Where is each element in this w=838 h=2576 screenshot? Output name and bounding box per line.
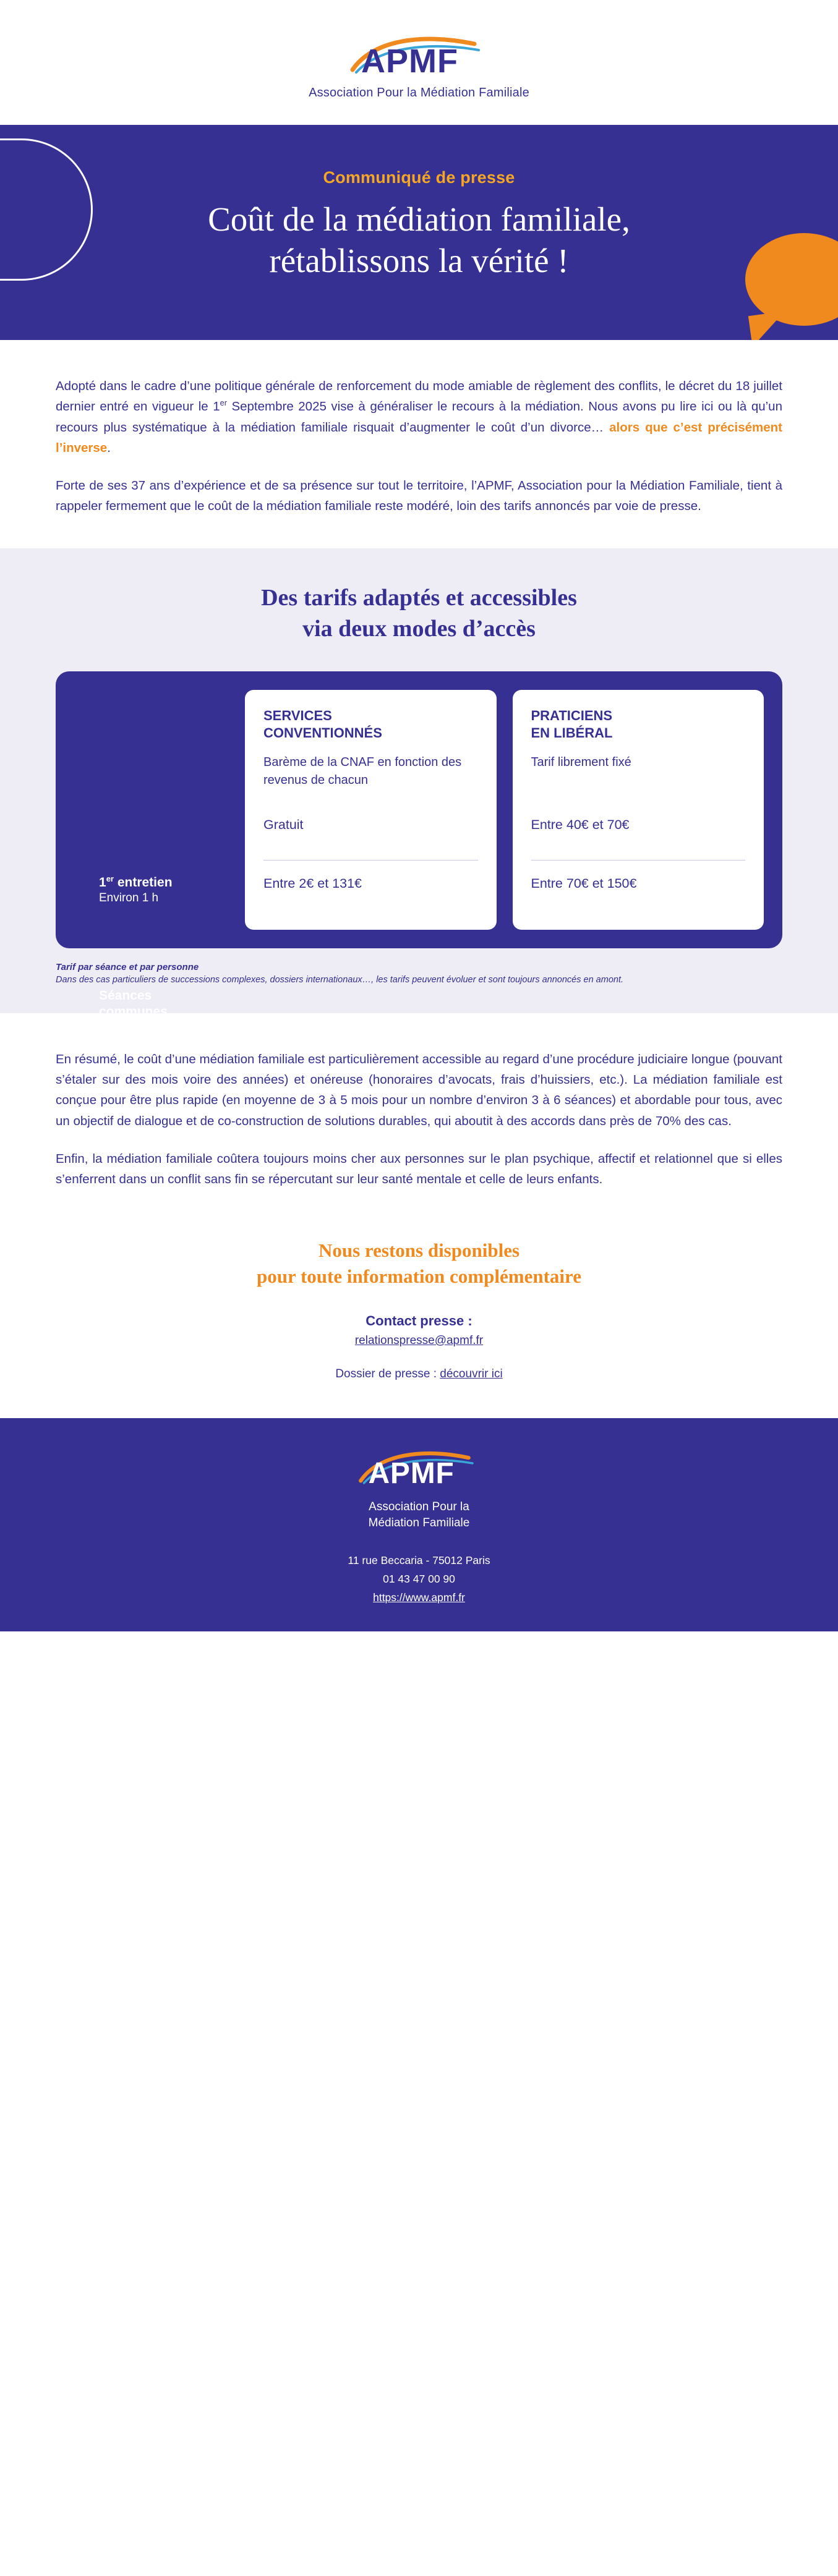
intro-p1-end: .	[107, 440, 111, 455]
column-value-praticiens-1: Entre 40€ et 70€	[531, 817, 630, 832]
column-subtitle-praticiens: Tarif librement fixé	[531, 755, 631, 769]
tarifs-section	[0, 548, 838, 1034]
tarifs-column-praticiens-liberal	[513, 690, 764, 929]
footer-subtitle	[0, 1499, 838, 1531]
row-label-sup: er	[106, 874, 114, 884]
column-value-services-1: Gratuit	[263, 817, 304, 832]
footer-phone: 01 43 47 00 90	[383, 1572, 455, 1585]
hero-eyebrow: Communiqué de presse	[323, 168, 515, 187]
intro-p1-sup: er	[220, 398, 227, 408]
column-title-services-line1: SERVICES	[263, 708, 332, 724]
column-title-services-line2: CONVENTIONNÉS	[263, 725, 382, 741]
row-label-seances-communes	[99, 988, 171, 1035]
svg-text:APMF: APMF	[361, 43, 459, 77]
tarifs-title-line2: via deux modes d’accès	[302, 615, 536, 642]
contact-section	[0, 1219, 838, 1418]
contact-press-label: Contact presse :	[366, 1312, 472, 1328]
intro-p1-b: Septembre 2025 vise à généraliser le recours à la médiation. Nous avons pu lire ici ou là qu’un recours plus systématique à la médiation familiale risquait d’augmenter le coût d’un divorce…	[56, 399, 782, 435]
page-footer	[0, 1418, 838, 1632]
intro-section	[0, 340, 838, 548]
column-value-praticiens-2: Entre 70€ et 150€	[531, 875, 637, 891]
contact-headline-line1: Nous restons disponibles	[318, 1239, 520, 1262]
contact-headline	[0, 1238, 838, 1290]
column-title-praticiens-line1: PRATICIENS	[531, 708, 613, 724]
contact-email-link[interactable]: relationspresse@apmf.fr	[354, 1333, 484, 1347]
press-kit-line	[0, 1367, 838, 1381]
row-label-first-entretien	[99, 874, 173, 906]
column-title-praticiens	[531, 707, 746, 742]
tarifs-column-services-conventionnes	[245, 690, 497, 929]
resume-paragraph-2: Enfin, la médiation familiale coûtera toujours moins cher aux personnes sur le plan psychique, affectif et relationnel que si elles s’enferrent dans un conflit sans fin se répercutant sur leur santé mentale et celle de leurs enfants.	[56, 1151, 782, 1187]
row-label-seances-title: Séances communes	[99, 988, 168, 1019]
footer-subtitle-line1: Association Pour la	[369, 1500, 469, 1513]
row-label-number: 1	[99, 875, 106, 890]
footer-website-link[interactable]: https://www.apmf.fr	[373, 1591, 465, 1604]
press-kit-prefix: Dossier de presse :	[335, 1367, 440, 1380]
logo-subtitle: Association Pour la Médiation Familiale	[309, 86, 529, 100]
resume-paragraph-1: En résumé, le coût d’une médiation familiale est particulièrement accessible au regard d’une procédure judiciaire longue (pouvant s’étaler sur des mois voire des années) et onéreuse (honoraires d’avocats, frais d’huissiers, etc.). La médiation familiale est conçue pour être plus rapide (en moyenne de 3 à 5 mois pour un nombre d’environ 3 à 6 séances) et abordable pour tous, avec un objectif de dialogue et de co-construction de solutions durables, qui aboutit à des accords dans près de 70% des cas.	[56, 1052, 782, 1128]
contact-headline-line2: pour toute information complémentaire	[257, 1265, 581, 1288]
column-title-services	[263, 707, 478, 742]
row-label-rest: entretien	[114, 875, 173, 890]
footnote-line-1: Tarif par séance et par personne	[56, 961, 199, 972]
page-title: Coût de la médiation familiale, rétablissons la vérité !	[208, 200, 630, 280]
intro-paragraph-2: Forte de ses 37 ans d’expérience et de sa présence sur tout le territoire, l’APMF, Association pour la Médiation Familiale, tient à rappeler fermement que le coût de la médiation familiale reste modéré, loin des tarifs annoncés par voie de presse.	[56, 478, 782, 514]
footer-address: 11 rue Beccaria - 75012 Paris	[348, 1554, 490, 1567]
row-label-first-entretien-title	[99, 874, 173, 891]
footer-contact-block	[0, 1552, 838, 1607]
column-subtitle-services: Barème de la CNAF en fonction des revenus de chacun	[263, 755, 462, 787]
footnote-line-2: Dans des cas particuliers de successions complexes, dossiers internationaux…, les tarifs peuvent évoluer et sont toujours annoncés en amont.	[56, 975, 624, 985]
page-header	[0, 0, 838, 125]
press-kit-link[interactable]: découvrir ici	[440, 1367, 503, 1380]
apmf-logo-icon	[348, 34, 490, 77]
footer-logo-icon	[354, 1449, 484, 1487]
row-label-seances-sub: Environ 1 h30	[99, 1021, 172, 1034]
tarifs-footnote	[56, 961, 782, 988]
column-value-services-2: Entre 2€ et 131€	[263, 875, 362, 891]
column-divider-praticiens	[531, 860, 746, 861]
intro-p1-accent: alors que c’est précisément l’inverse	[56, 420, 782, 455]
row-label-first-entretien-sub: Environ 1 h	[99, 891, 159, 905]
resume-section	[0, 1013, 838, 1219]
tarifs-title	[0, 583, 838, 644]
hero-banner	[0, 125, 838, 340]
column-divider-services	[263, 860, 478, 861]
intro-paragraph-1	[56, 376, 782, 458]
svg-text:APMF: APMF	[368, 1456, 455, 1487]
tarifs-title-line1: Des tarifs adaptés et accessibles	[261, 585, 577, 611]
apmf-logo	[309, 34, 529, 100]
footer-subtitle-line2: Médiation Familiale	[368, 1516, 470, 1529]
column-title-praticiens-line2: EN LIBÉRAL	[531, 725, 613, 741]
intro-p1-a: Adopté dans le cadre d’une politique générale de renforcement du mode amiable de règlement des conflits, le décret du 18 juillet dernier entré en vigueur le 1	[56, 379, 782, 414]
